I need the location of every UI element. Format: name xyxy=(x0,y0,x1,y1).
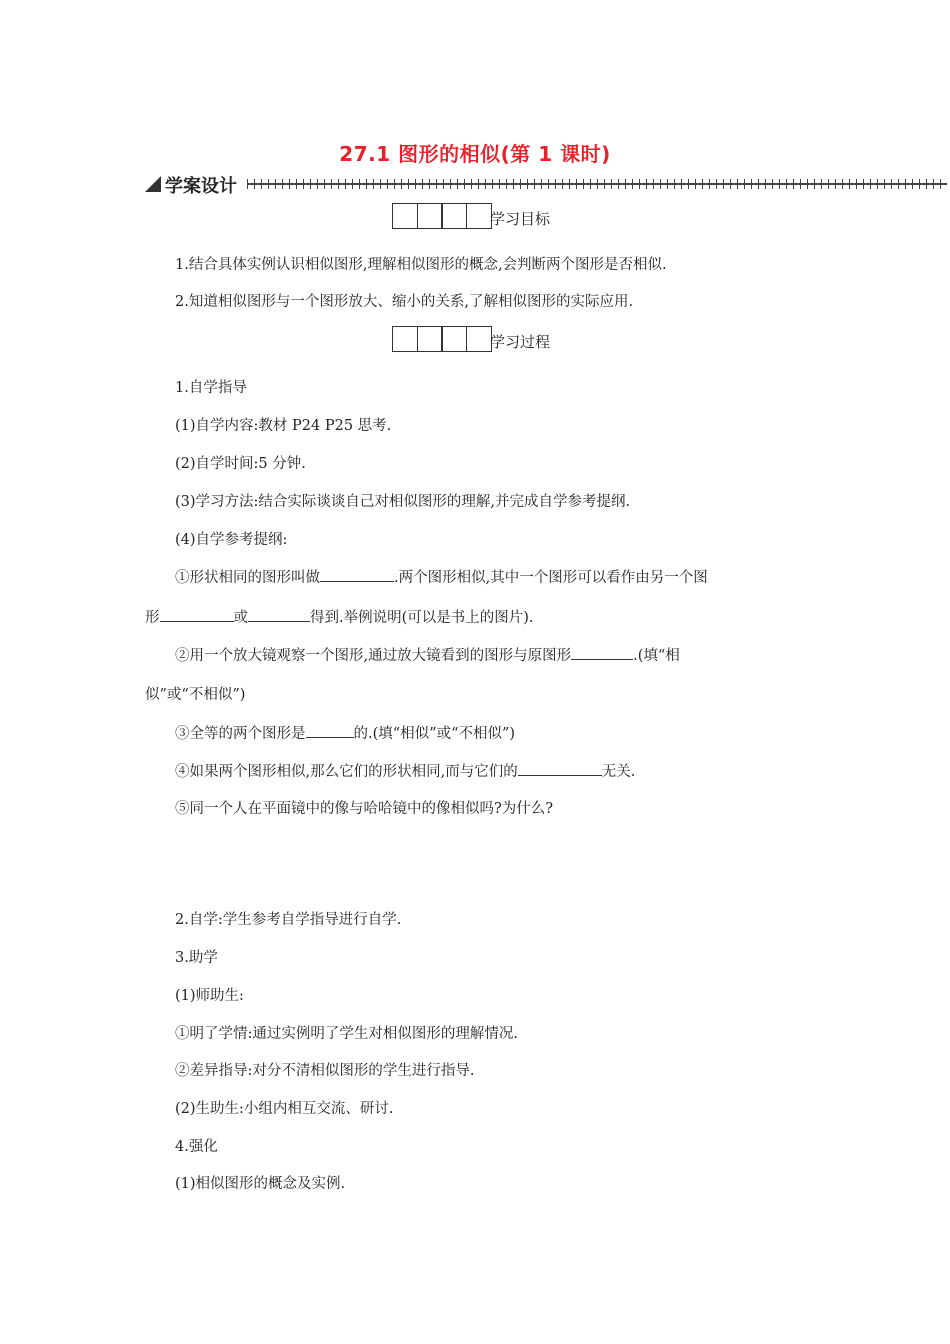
process-heading xyxy=(392,326,550,352)
goal-2: 2.知道相似图形与一个图形放大、缩小的关系,了解相似图形的实际应用. xyxy=(175,294,634,310)
step-1: 1.自学指导 xyxy=(175,380,247,396)
step-3-teacher-b: ②差异指导:对分不清相似图形的学生进行指导. xyxy=(175,1063,475,1079)
question-3 xyxy=(175,723,515,744)
step-2: 2.自学:学生参考自学指导进行自学. xyxy=(175,912,402,928)
banner-label: 学案设计 xyxy=(165,176,237,197)
q1-text-b: .两个图形相似,其中一个图形可以看作由另一个图 xyxy=(394,570,708,586)
answer-blank[interactable] xyxy=(248,607,310,622)
step-1-outline: (4)自学参考提纲: xyxy=(175,532,288,548)
q3-text-b: 的.(填“相似”或“不相似”) xyxy=(353,726,516,742)
q1-text-e: 得到.举例说明(可以是书上的图片). xyxy=(310,610,534,626)
q2-text-b: .(填“相 xyxy=(633,648,680,664)
step-1-content: (1)自学内容:教材 P24 P25 思考. xyxy=(175,418,392,434)
step-3-teacher-a: ①明了学情:通过实例明了学生对相似图形的理解情况. xyxy=(175,1026,518,1042)
step-3-teacher: (1)师助生: xyxy=(175,988,244,1004)
goals-heading xyxy=(392,203,550,229)
question-2-line2: 似”或“不相似”) xyxy=(145,687,246,703)
question-1-line2 xyxy=(145,607,534,628)
section-banner xyxy=(145,172,947,196)
goal-1: 1.结合具体实例认识相似图形,理解相似图形的概念,会判断两个图形是否相似. xyxy=(175,257,667,273)
step-1-method: (3)学习方法:结合实际谈谈自己对相似图形的理解,并完成自学参考提纲. xyxy=(175,494,631,510)
heading-boxes xyxy=(392,326,490,352)
process-heading-text: 学习过程 xyxy=(490,333,551,351)
q1-text-d: 或 xyxy=(233,610,248,626)
question-5: ⑤同一个人在平面镜中的像与哈哈镜中的像相似吗?为什么? xyxy=(175,801,554,817)
q3-text-a: ③全等的两个图形是 xyxy=(175,726,306,742)
q4-text-b: 无关. xyxy=(601,764,636,780)
answer-blank[interactable] xyxy=(160,607,234,622)
question-4 xyxy=(175,761,635,782)
q1-text-c: 形 xyxy=(145,610,160,626)
answer-blank[interactable] xyxy=(320,567,394,582)
step-3: 3.助学 xyxy=(175,950,218,966)
step-3-student: (2)生助生:小组内相互交流、研讨. xyxy=(175,1101,394,1117)
question-1-line1 xyxy=(175,567,708,588)
answer-blank[interactable] xyxy=(571,645,633,660)
answer-blank[interactable] xyxy=(306,723,354,738)
answer-blank[interactable] xyxy=(518,761,602,776)
q2-text-a: ②用一个放大镜观察一个图形,通过放大镜看到的图形与原图形 xyxy=(175,648,572,664)
step-1-time: (2)自学时间:5 分钟. xyxy=(175,456,306,472)
question-2-line1 xyxy=(175,645,680,666)
q1-text-a: ①形状相同的图形叫做 xyxy=(175,570,320,586)
goals-heading-text: 学习目标 xyxy=(490,210,551,228)
page-title: 27.1 图形的相似(第 1 课时) xyxy=(339,142,611,166)
step-4-item-1: (1)相似图形的概念及实例. xyxy=(175,1176,346,1192)
step-4: 4.强化 xyxy=(175,1139,218,1155)
banner-triangle-icon xyxy=(145,176,161,192)
banner-ruler-ticks xyxy=(247,179,947,189)
heading-boxes xyxy=(392,203,490,229)
q4-text-a: ④如果两个图形相似,那么它们的形状相同,而与它们的 xyxy=(175,764,518,780)
